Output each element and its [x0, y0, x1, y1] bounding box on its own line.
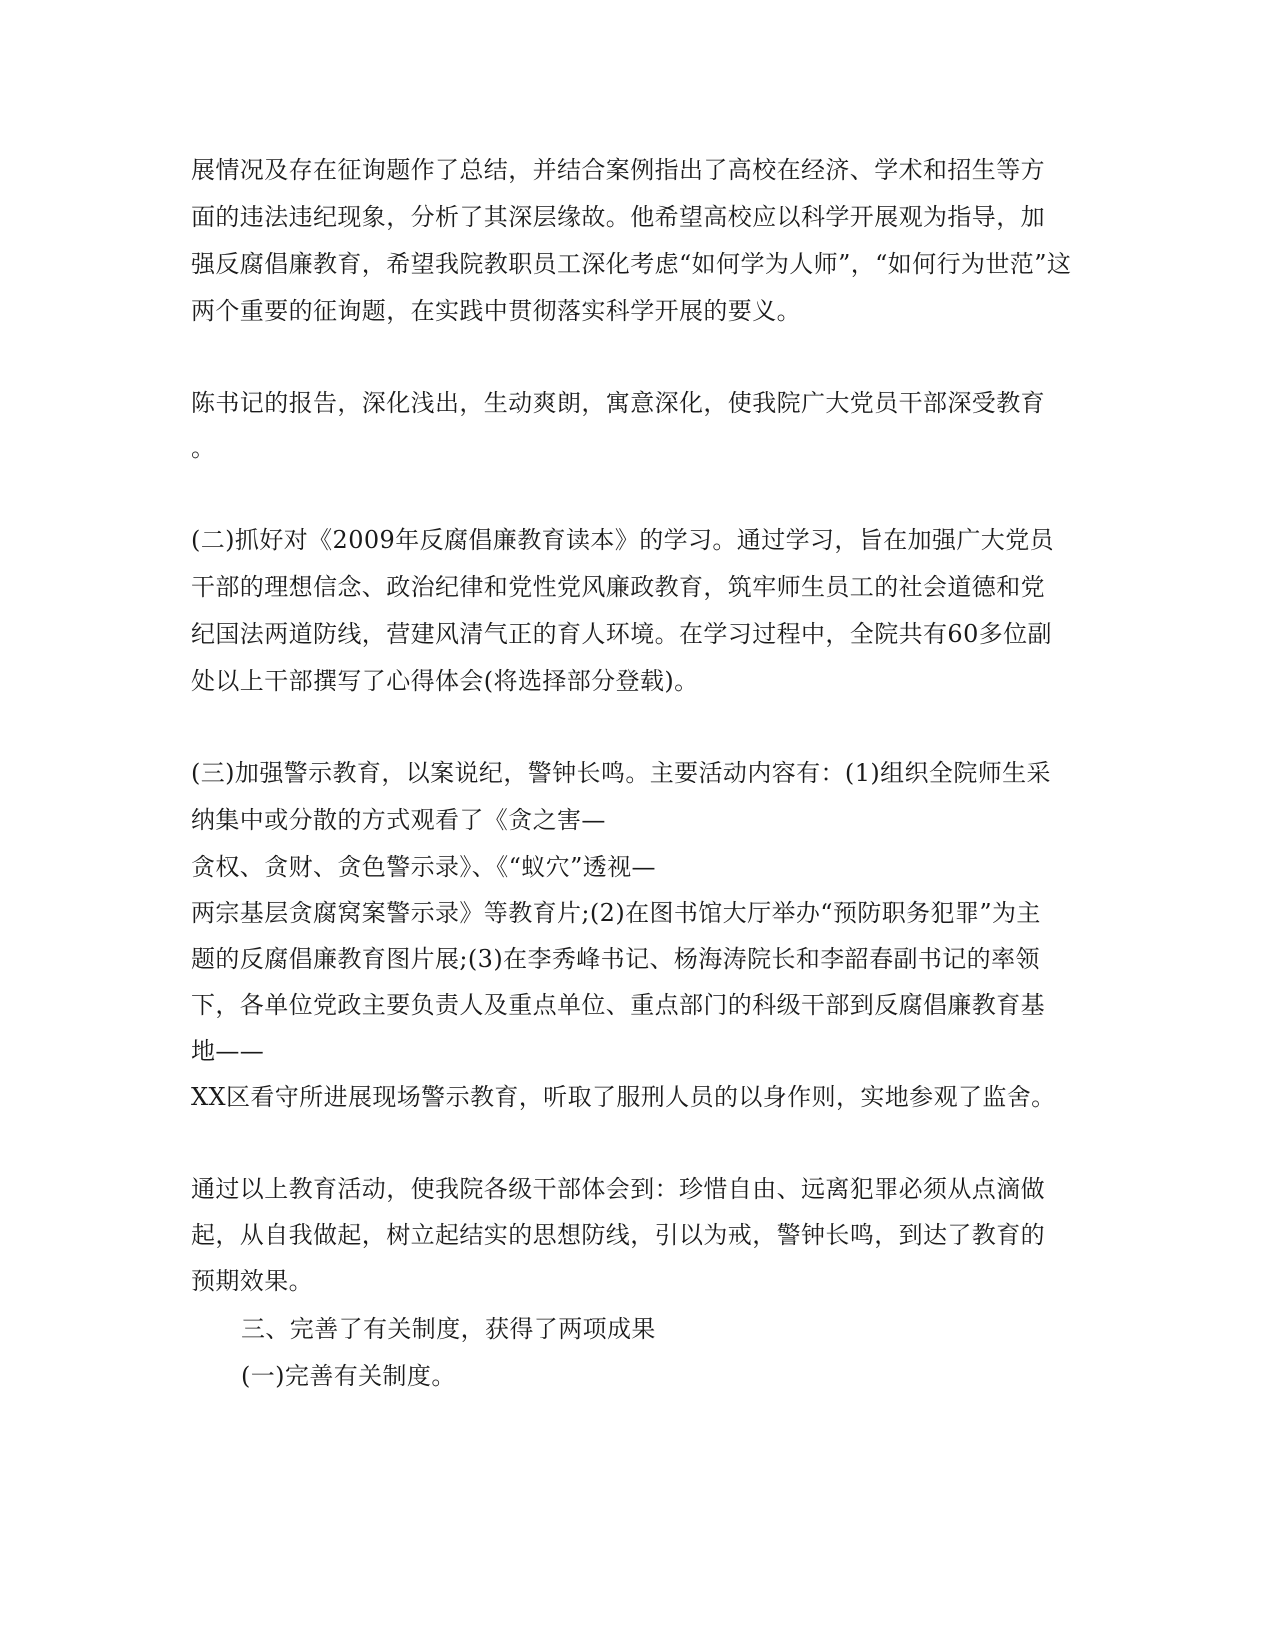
paragraph-line: 地—— — [191, 1037, 265, 1065]
paragraph-line: 通过以上教育活动，使我院各级干部体会到：珍惜自由、远离犯罪必须从点滴做 — [191, 1175, 1045, 1203]
paragraph-line: 展情况及存在征询题作了总结，并结合案例指出了高校在经济、学术和招生等方 — [191, 156, 1045, 184]
paragraph-line: 两宗基层贪腐窝案警示录》等教育片;(2)在图书馆大厅举办“预防职务犯罪”为主 — [191, 899, 1041, 927]
paragraph-line: 纳集中或分散的方式观看了《贪之害— — [191, 806, 606, 834]
paragraph-line: 强反腐倡廉教育，希望我院教职员工深化考虑“如何学为人师”，“如何行为世范”这 — [191, 250, 1072, 278]
paragraph-line: XX区看守所进展现场警示教育，听取了服刑人员的以身作则，实地参观了监舍。 — [191, 1083, 1056, 1111]
paragraph-line: 贪权、贪财、贪色警示录》、《“蚁穴”透视— — [191, 853, 656, 881]
paragraph-line: 纪国法两道防线，营建风清气正的育人环境。在学习过程中，全院共有60多位副 — [191, 620, 1052, 648]
paragraph-line: (二)抓好对《2009年反腐倡廉教育读本》的学习。通过学习，旨在加强广大党员 — [191, 526, 1055, 554]
section-heading: 三、完善了有关制度，获得了两项成果 — [241, 1315, 656, 1343]
paragraph-line: 陈书记的报告，深化浅出，生动爽朗，寓意深化，使我院广大党员干部深受教育 — [191, 389, 1045, 417]
paragraph-line: 两个重要的征询题，在实践中贯彻落实科学开展的要义。 — [191, 297, 801, 325]
paragraph-line: 下，各单位党政主要负责人及重点单位、重点部门的科级干部到反腐倡廉教育基 — [191, 991, 1045, 1019]
paragraph-line: 预期效果。 — [191, 1267, 313, 1295]
paragraph-line: 。 — [191, 434, 216, 462]
subsection-heading: (一)完善有关制度。 — [241, 1362, 456, 1390]
paragraph-line: 起，从自我做起，树立起结实的思想防线，引以为戒，警钟长鸣，到达了教育的 — [191, 1221, 1045, 1249]
paragraph-line: 题的反腐倡廉教育图片展;(3)在李秀峰书记、杨海涛院长和李韶春副书记的率领 — [191, 945, 1040, 973]
paragraph-line: 处以上干部撰写了心得体会(将选择部分登载)。 — [191, 667, 699, 695]
paragraph-line: (三)加强警示教育，以案说纪，警钟长鸣。主要活动内容有：(1)组织全院师生采 — [191, 759, 1051, 787]
paragraph-line: 面的违法违纪现象，分析了其深层缘故。他希望高校应以科学开展观为指导，加 — [191, 203, 1045, 231]
paragraph-line: 干部的理想信念、政治纪律和党性党风廉政教育，筑牢师生员工的社会道德和党 — [191, 573, 1045, 601]
